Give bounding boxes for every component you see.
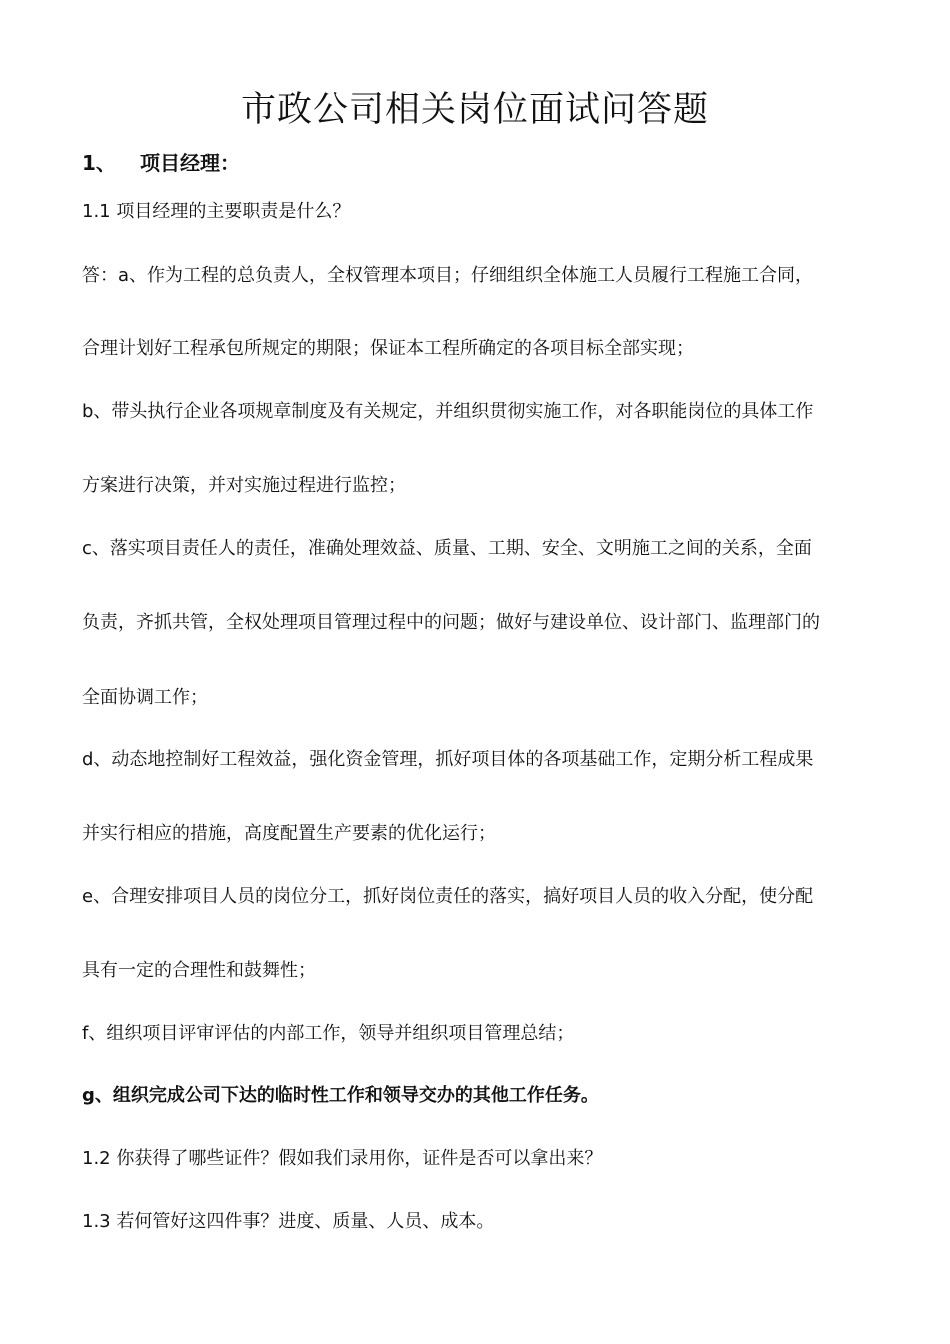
answer-line: 答：a、作为工程的总负责人，全权管理本项目；仔细组织全体施工人员履行工程施工合同， <box>82 265 814 286</box>
answer-line: b、带头执行企业各项规章制度及有关规定，并组织贯彻实施工作，对各职能岗位的具体工作 <box>82 401 814 422</box>
question-1-3: 1.3 若何管好这四件事？进度、质量、人员、成本。 <box>82 1211 495 1232</box>
answer-line: 负责，齐抓共管，全权处理项目管理过程中的问题；做好与建设单位、设计部门、监理部门的 <box>82 612 820 633</box>
section-heading <box>82 148 240 178</box>
answer-line: 合理计划好工程承包所规定的期限；保证本工程所确定的各项目标全部实现； <box>82 338 694 359</box>
question-1-1: 1.1 项目经理的主要职责是什么？ <box>82 201 351 222</box>
answer-line: 方案进行决策，并对实施过程进行监控； <box>82 475 406 496</box>
answer-line: 并实行相应的措施，高度配置生产要素的优化运行； <box>82 823 496 844</box>
answer-line: 全面协调工作； <box>82 687 208 708</box>
answer-line: g、组织完成公司下达的临时性工作和领导交办的其他工作任务。 <box>82 1085 599 1106</box>
answer-line: d、动态地控制好工程效益，强化资金管理，抓好项目体的各项基础工作，定期分析工程成果 <box>82 749 814 770</box>
answer-line: f、组织项目评审评估的内部工作，领导并组织项目管理总结； <box>82 1023 575 1044</box>
section-heading-text: 项目经理： <box>140 151 240 175</box>
document-title: 市政公司相关岗位面试问答题 <box>240 90 709 130</box>
answer-line: e、合理安排项目人员的岗位分工，抓好岗位责任的落实，搞好项目人员的收入分配，使分配 <box>82 886 814 907</box>
answer-line: c、落实项目责任人的责任，准确处理效益、质量、工期、安全、文明施工之间的关系，全面 <box>82 538 812 559</box>
question-1-2: 1.2 你获得了哪些证件？假如我们录用你，证件是否可以拿出来？ <box>82 1148 603 1169</box>
answer-line: 具有一定的合理性和鼓舞性； <box>82 960 316 981</box>
section-number: 1、 <box>82 151 116 175</box>
